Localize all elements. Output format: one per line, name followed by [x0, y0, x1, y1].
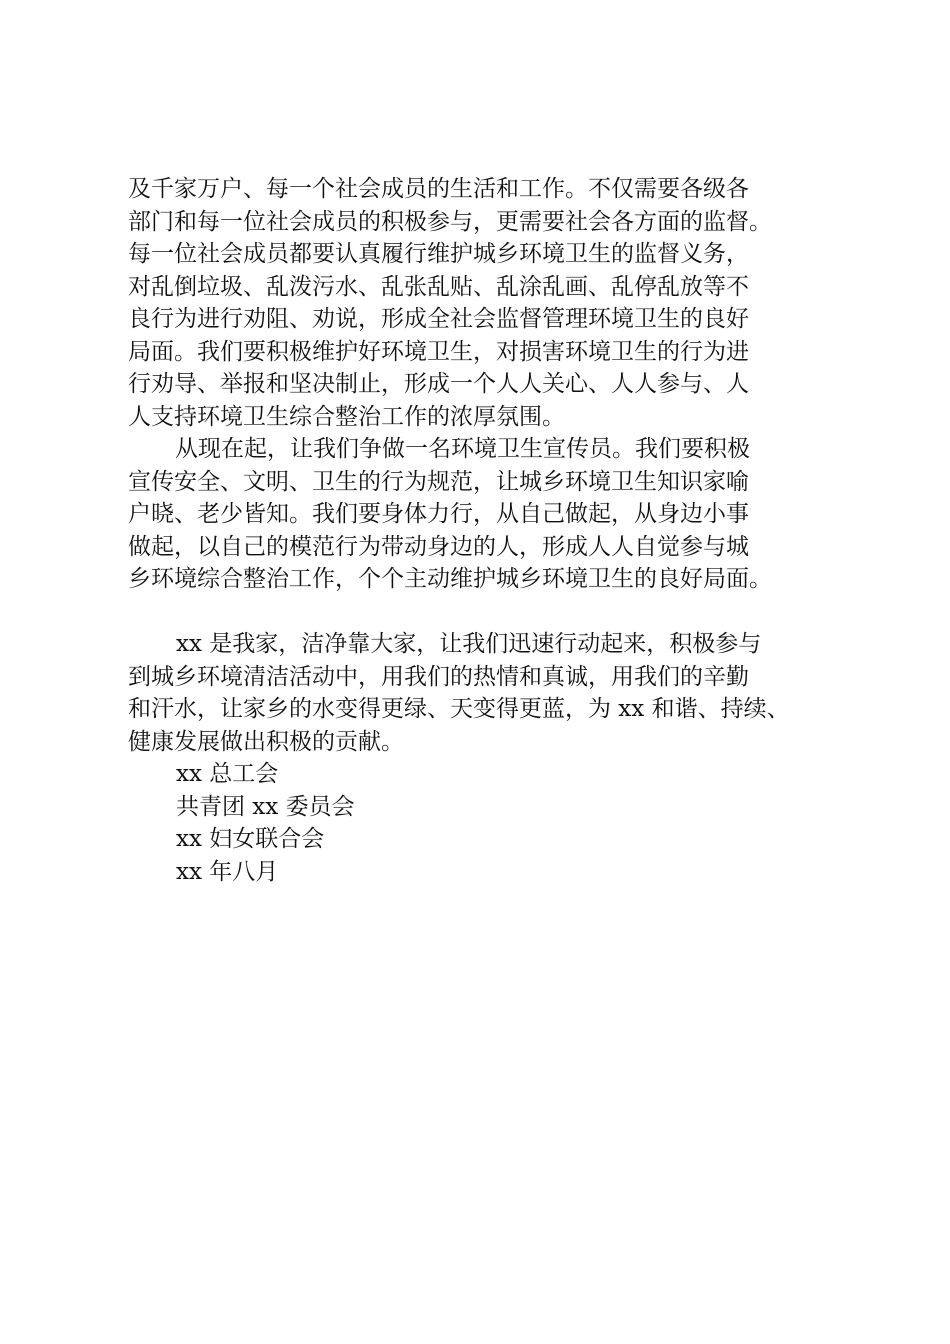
- text-line: 部门和每一位社会成员的积极参与，更需要社会各方面的监督。: [128, 208, 772, 235]
- signature-line: 共青团 xx 委员会: [176, 793, 355, 820]
- text-line: 对乱倒垃圾、乱泼污水、乱张乱贴、乱涂乱画、乱停乱放等不: [128, 273, 749, 300]
- blank-line: [128, 596, 858, 629]
- document-body: [128, 173, 858, 888]
- text-line: 行劝导、举报和坚决制止，形成一个人人关心、人人参与、人: [128, 371, 749, 397]
- text-line: 宣传安全、文明、卫生的行为规范，让城乡环境卫生知识家喻: [128, 468, 749, 495]
- paragraph-2: [128, 433, 858, 596]
- text-line: 户晓、老少皆知。我们要身体力行，从自己做起，从身边小事: [128, 501, 749, 527]
- text-line: xx 是我家，洁净靠大家，让我们迅速行动起来，积极参与: [176, 631, 762, 657]
- text-line: 健康发展做出积极的贡献。: [128, 728, 404, 755]
- text-line: 乡环境综合整治工作，个个主动维护城乡环境卫生的良好局面。: [128, 566, 772, 592]
- paragraph-3: [128, 628, 858, 758]
- text-line: 良行为进行劝阻、劝说，形成全社会监督管理环境卫生的良好: [128, 306, 749, 332]
- text-line: 做起，以自己的模范行为带动身边的人，形成人人自觉参与城: [128, 533, 749, 560]
- text-line: 局面。我们要积极维护好环境卫生，对损害环境卫生的行为进: [128, 338, 749, 365]
- signature-line: xx 妇女联合会: [176, 826, 325, 852]
- text-line: 从现在起，让我们争做一名环境卫生宣传员。我们要积极: [175, 436, 750, 462]
- text-line: 每一位社会成员都要认真履行维护城乡环境卫生的监督义务，: [128, 241, 749, 267]
- text-line: 人支持环境卫生综合整治工作的浓厚氛围。: [128, 403, 565, 430]
- text-line: 和汗水，让家乡的水变得更绿、天变得更蓝，为 xx 和谐、持续、: [128, 696, 790, 722]
- date-line: xx 年八月: [176, 858, 279, 885]
- signature-line: xx 总工会: [176, 761, 279, 787]
- signature-block: [128, 758, 858, 888]
- paragraph-1: [128, 173, 858, 433]
- text-line: 及千家万户、每一个社会成员的生活和工作。不仅需要各级各: [128, 176, 749, 202]
- text-line: 到城乡环境清洁活动中，用我们的热情和真诚，用我们的辛勤: [128, 663, 749, 690]
